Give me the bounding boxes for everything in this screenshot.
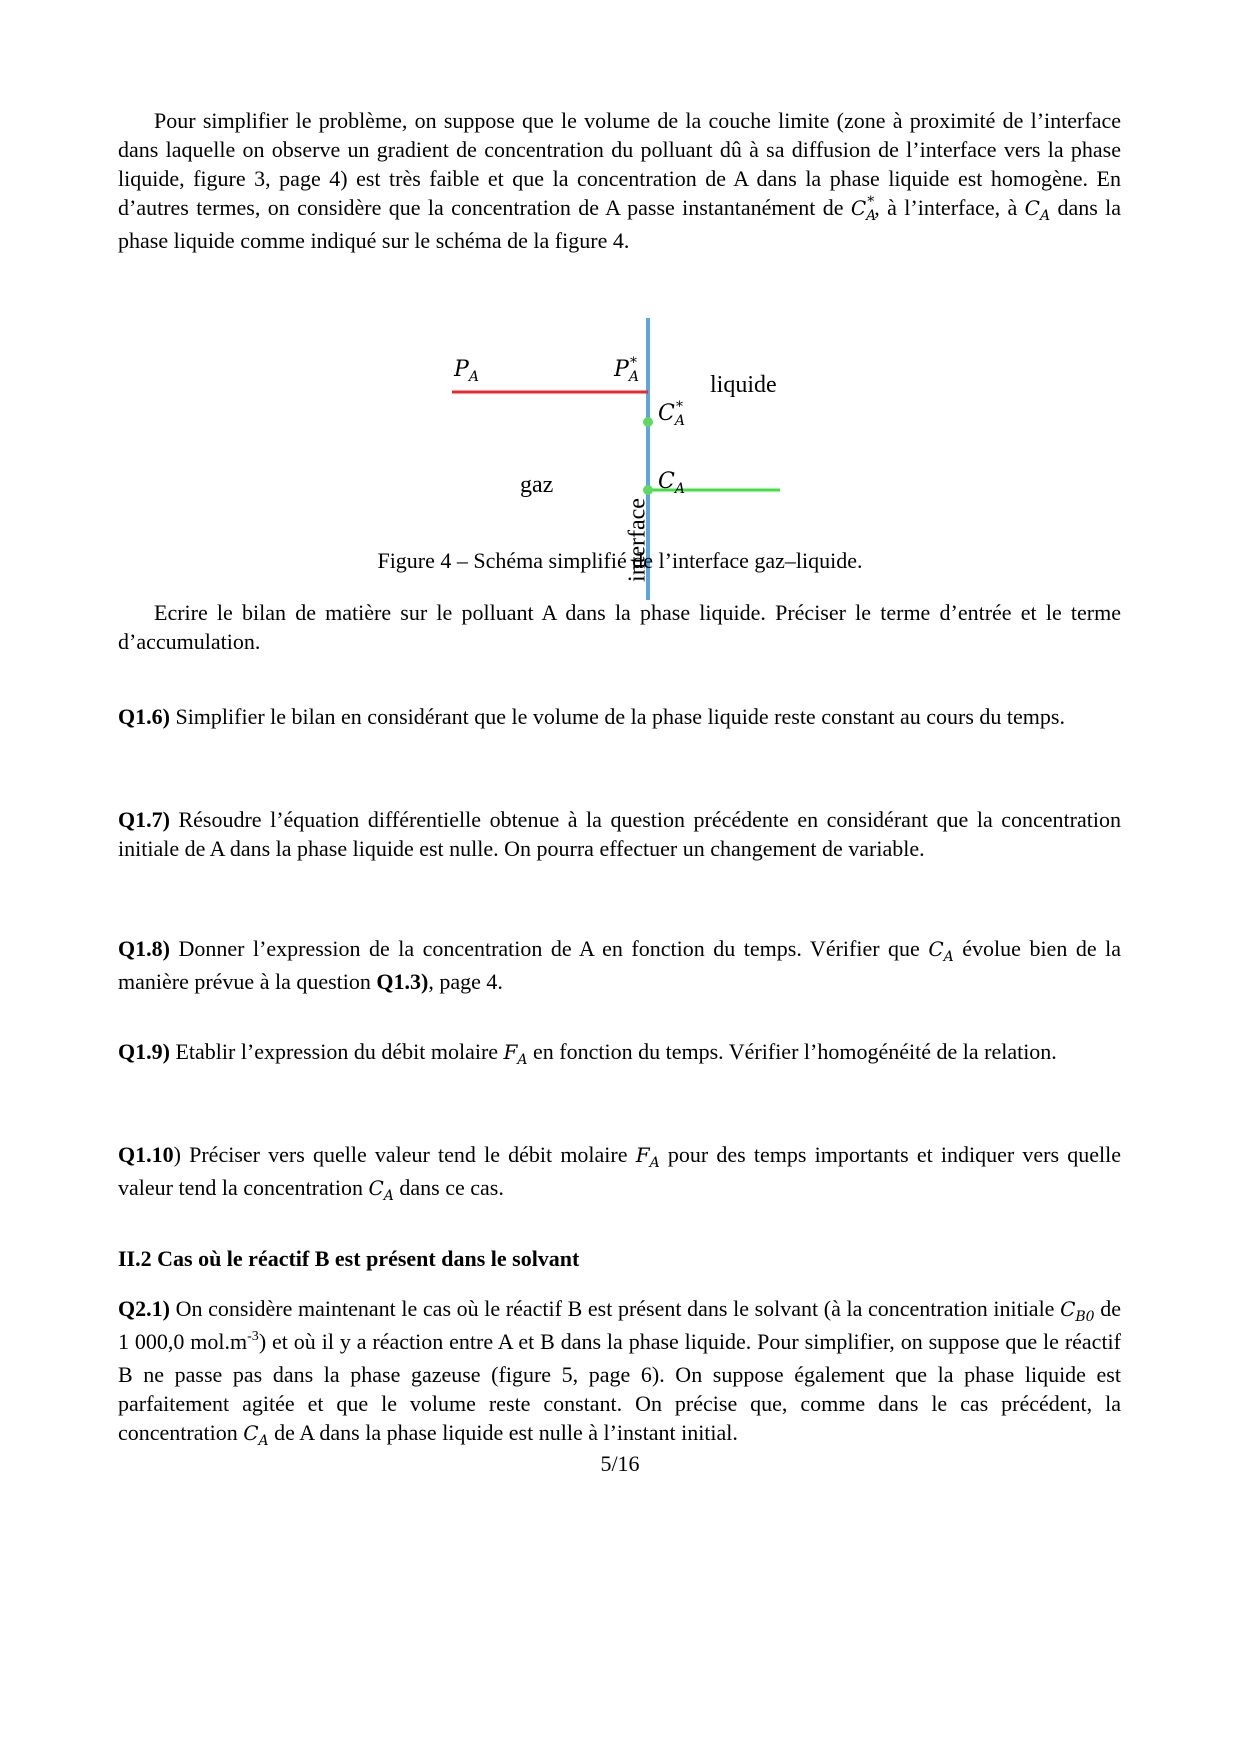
math-superscript: * (867, 194, 875, 210)
intro-text-1: Pour simplifier le problème, on suppose que le volume de la couche limite (zone à proximité de l’interface dans laquelle on observe un gradient de concentration du polluant dû à sa diffusion de l’interface vers la phase liquide, figure 3, page 4) est très faible et que la concentration de A dans la phase liquide est homogène. En d’autres termes, on considère que la concentration de A passe instantanément de (118, 108, 1121, 220)
math-symbol: C (850, 196, 867, 220)
question-label: Q1.6) (118, 704, 170, 729)
question-q1-7 (118, 805, 1121, 863)
unit-superscript: -3 (247, 1329, 259, 1344)
page-number: 5/16 (600, 1451, 640, 1476)
math-symbol: C (368, 1176, 384, 1200)
question-label: Q1.9) (118, 1039, 170, 1064)
question-q1-10: Q1.10) Préciser vers quelle valeur tend le débit molaire $F_A$ pour des temps importants et indiquer vers quelle valeur tend la concentration $C_A$ dans ce cas. (118, 1142, 1121, 1204)
math-symbol: F (503, 1040, 518, 1064)
figure-caption: Figure 4 – Schéma simplifié de l’interface gaz–liquide. (377, 548, 863, 573)
bilan-paragraph: Ecrire le bilan de matière sur le polluant A dans la phase liquide. Préciser le terme d’entrée et le terme d’accumulation. (118, 600, 1121, 654)
question-text: Résoudre l’équation différentielle obtenue à la question précédente en considérant que la concentration initiale de A dans la phase liquide est nulle. On pourra effectuer un changement de variable. (118, 807, 1121, 861)
math-symbol: C (1060, 1297, 1076, 1321)
question-label: Q1.7) (118, 807, 170, 832)
interface-point-ca (643, 485, 653, 495)
label-liquide: liquide (710, 372, 777, 398)
label-interface: interface (624, 498, 651, 582)
section-heading: II.2 Cas où le réactif B est présent dans le solvant (118, 1246, 580, 1271)
question-text: Simplifier le bilan en considérant que le volume de la phase liquide reste constant au cours du temps. (169, 704, 1065, 729)
label-pa-star: $P_A^*$ (614, 355, 639, 385)
question-q2-1: Q2.1) On considère maintenant le cas où le réactif B est présent dans le solvant (à la concentration initiale $C_{B0}$ de 1 000,0 $mol.m^{-3}$) et où il y a réaction entre A et B dans la phase liquide. Pour simplifier, on suppose que le réactif B ne passe pas dans la phase gazeuse (figure 5, page 6). On suppose également que la phase liquide est parfaitement agitée et que le volume reste constant. On précise que, comme dans le cas précédent, la concentration $C_A$ de A dans la phase liquide est nulle à l’instant initial. (118, 1296, 1121, 1449)
question-q1-8: Q1.8) Donner l’expression de la concentration de A en fonction du temps. Vérifier que $C_A$ évolue bien de la manière prévue à la question Q1.3), page 4. (118, 936, 1121, 994)
intro-text-3: dans la phase liquide comme indiqué sur le schéma de la figure 4. (118, 195, 1122, 253)
label-pa: $P_A$ (454, 357, 479, 385)
question-q1-6 (118, 702, 1121, 731)
intro-paragraph (118, 106, 1121, 255)
math-symbol: C (1024, 196, 1040, 220)
question-label: Q1.10 (118, 1142, 174, 1167)
question-reference: Q1.3) (376, 969, 429, 994)
section-heading-block (118, 1244, 1121, 1273)
math-symbol: F (635, 1143, 650, 1167)
interface-point-ca-star (643, 417, 653, 427)
question-q1-9: Q1.9) Etablir l’expression du débit molaire $F_A$ en fonction du temps. Vérifier l’homogénéité de la relation. (118, 1039, 1057, 1068)
intro-block (118, 106, 1121, 255)
intro-text-2: , à l’interface, à (874, 195, 1025, 220)
math-subscript: A (866, 208, 877, 224)
bilan-block (118, 598, 1121, 656)
math-subscript: A (1039, 208, 1051, 224)
label-ca-star: $C_A^*$ (658, 399, 685, 429)
question-label: Q1.8) (118, 936, 170, 961)
label-ca: $C_A$ (658, 469, 685, 497)
label-gaz: gaz (520, 472, 554, 498)
question-label: Q2.1) (118, 1296, 170, 1321)
math-symbol: C (243, 1421, 259, 1445)
math-symbol: C (928, 937, 944, 961)
